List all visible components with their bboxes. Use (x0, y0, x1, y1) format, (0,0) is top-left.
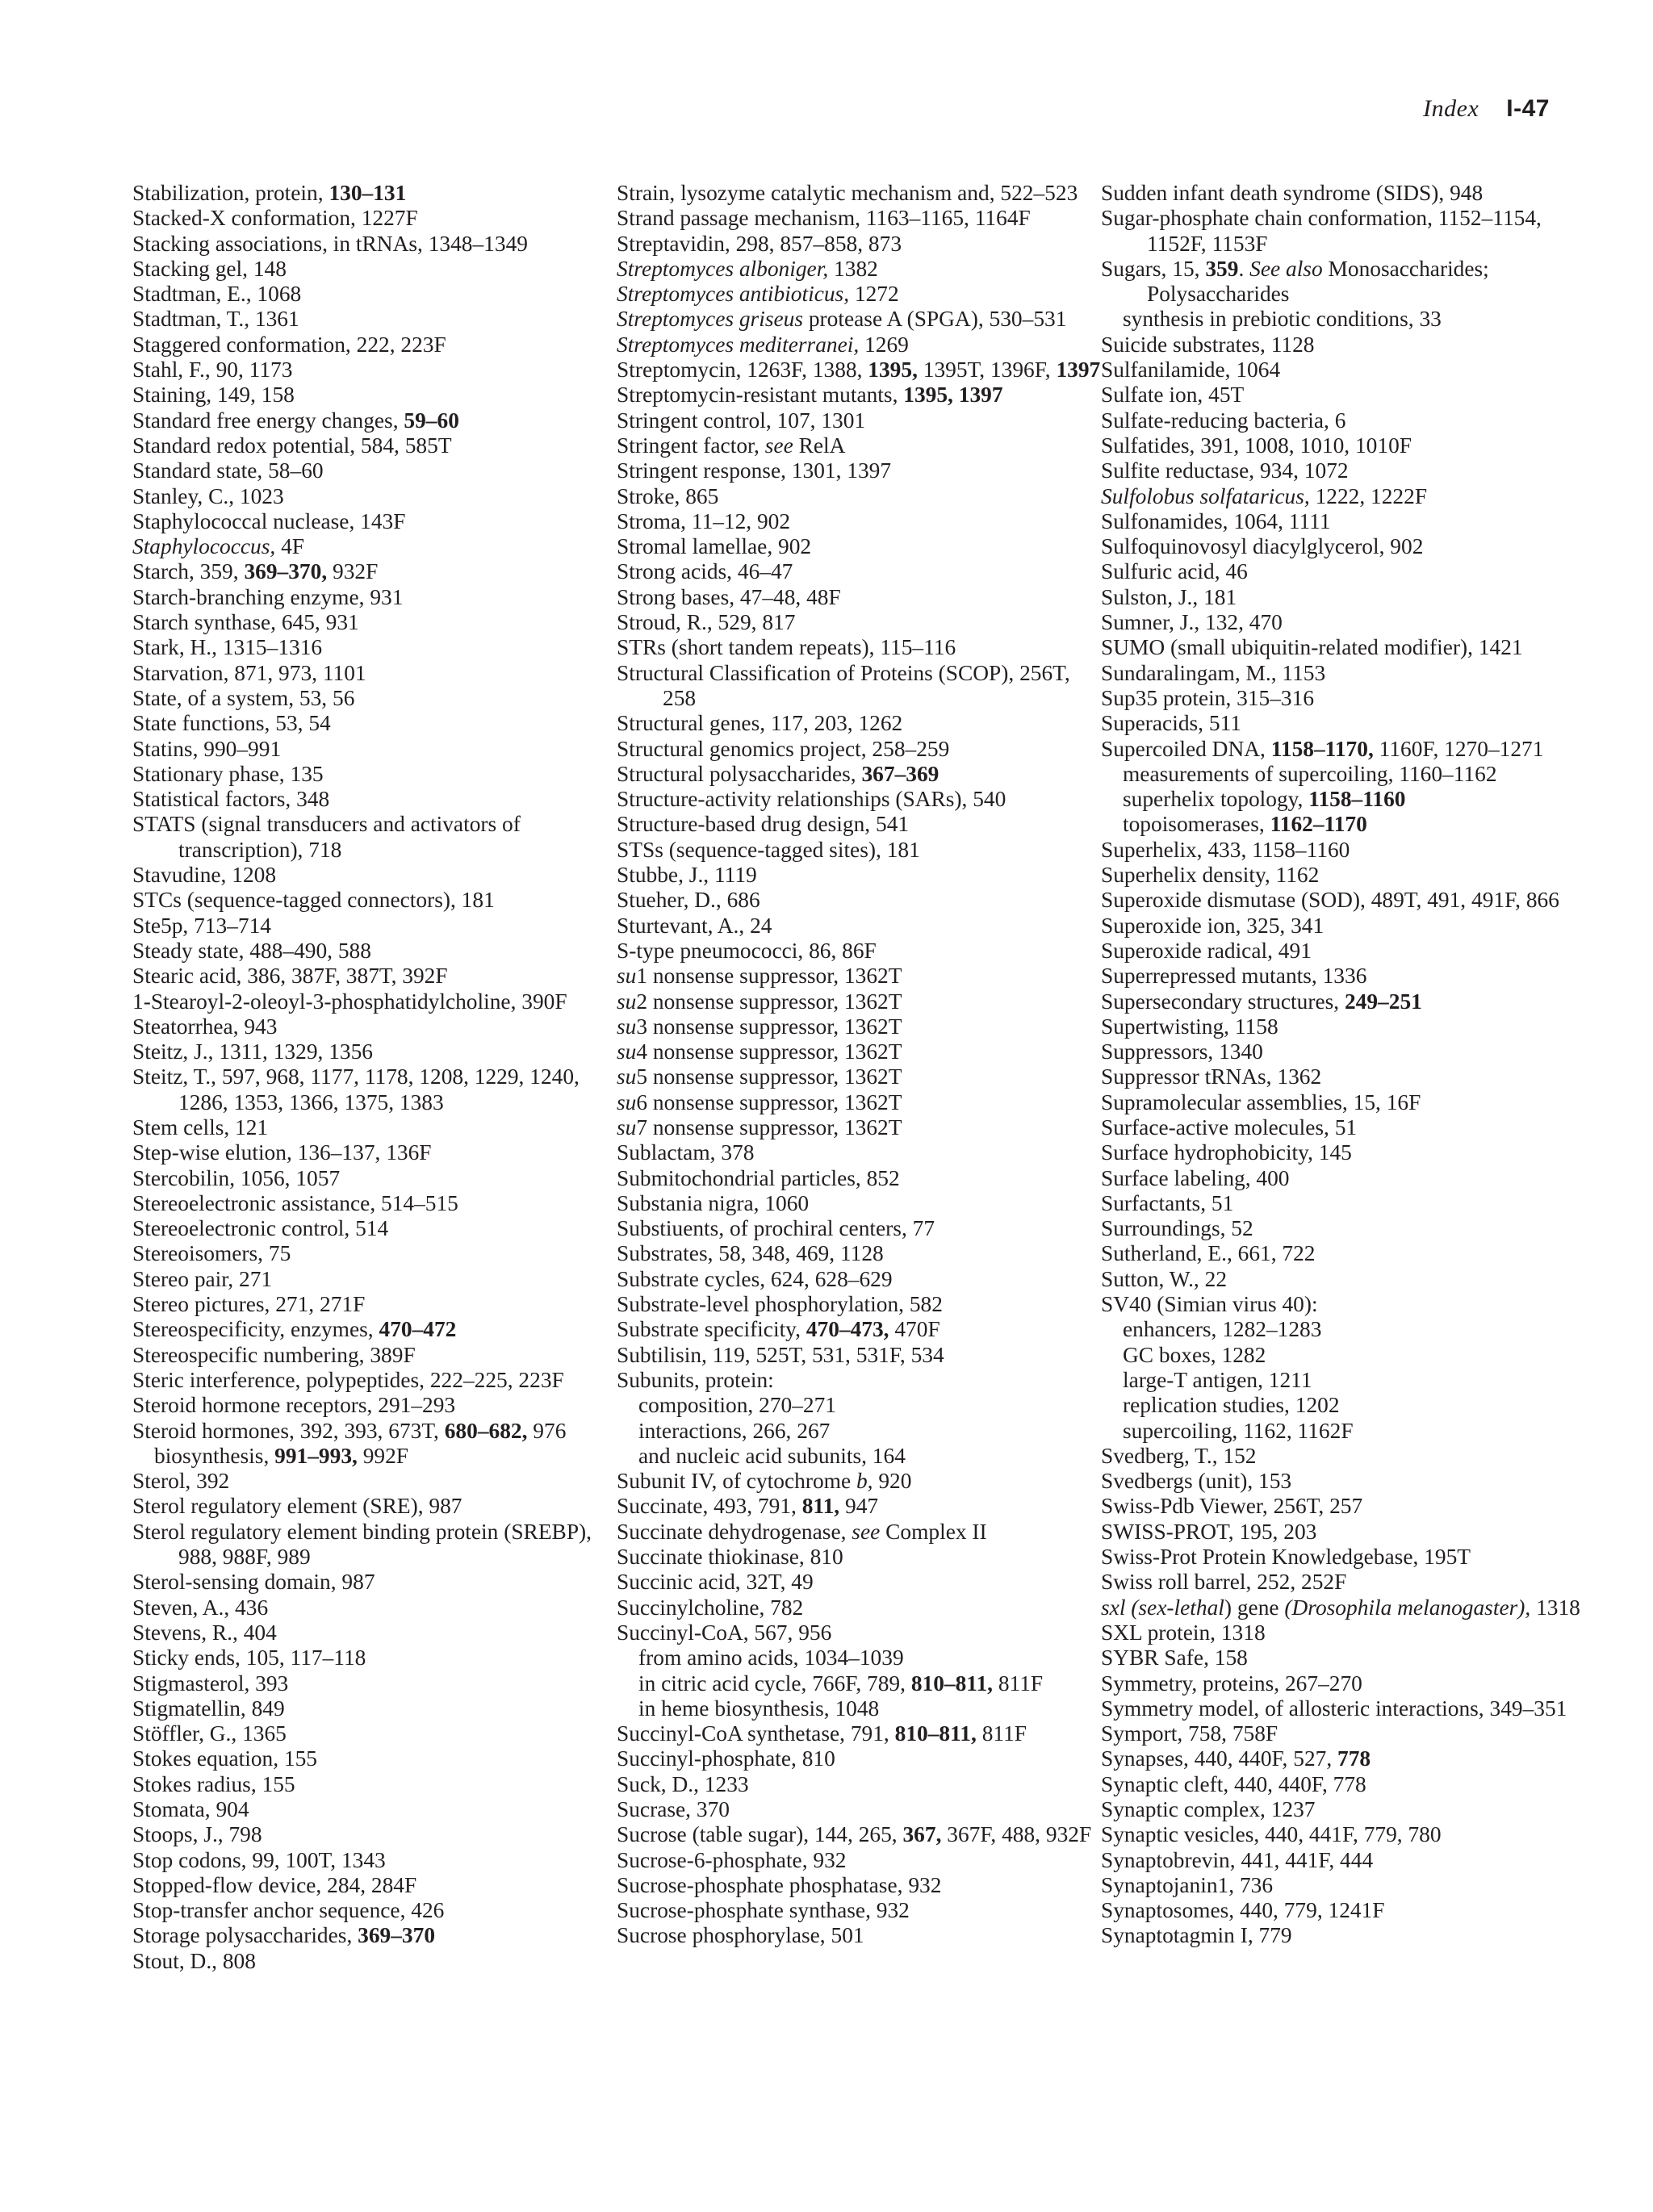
index-entry: Stavudine, 1208 (132, 863, 277, 888)
index-entry: Sup35 protein, 315–316 (1101, 685, 1315, 710)
index-entry: Stoops, J., 798 (132, 1822, 262, 1847)
index-entry: Sucrase, 370 (617, 1797, 730, 1821)
index-entry: SUMO (small ubiquitin-related modifier), 1421 (1101, 635, 1523, 660)
index-entry: Sturtevant, A., 24 (617, 913, 772, 938)
index-entry: Sucrose phosphorylase, 501 (617, 1923, 864, 1948)
index-subentry: in citric acid cycle, 766F, 789, 810–811, 811F (638, 1670, 1044, 1696)
index-subentry: and nucleic acid subunits, 164 (638, 1443, 906, 1468)
index-entry: Sulfate-reducing bacteria, 6 (1101, 408, 1346, 433)
index-entry: Sugars, 15, 359. See also Monosaccharides; Polysaccharides (1101, 256, 1489, 307)
index-entry: Steitz, J., 1311, 1329, 1356 (132, 1039, 373, 1064)
index-entry: Stereoelectronic assistance, 514–515 (132, 1190, 458, 1215)
index-entry: Stokes equation, 155 (132, 1746, 317, 1771)
index-entry: Sundaralingam, M., 1153 (1101, 660, 1326, 685)
index-entry: Symmetry model, of allosteric interactions, 349–351 (1101, 1696, 1567, 1721)
index-entry: Stationary phase, 135 (132, 761, 324, 786)
index-entry: Stringent factor, see RelA (617, 433, 846, 458)
index-entry: Sterol, 392 (132, 1469, 230, 1494)
index-entry: Stabilization, protein, 130–131 (132, 181, 407, 205)
index-entry: Sulfolobus solfataricus, 1222, 1222F (1101, 483, 1428, 508)
index-entry: sxl (sex-lethal) gene (Drosophila melanogaster), 1318 (1101, 1595, 1580, 1620)
index-entry: Stubbe, J., 1119 (617, 863, 757, 888)
index-entry: Swiss roll barrel, 252, 252F (1101, 1570, 1347, 1595)
index-entry: Sutherland, E., 661, 722 (1101, 1241, 1316, 1266)
index-entry: Stokes radius, 155 (132, 1771, 295, 1796)
index-entry: Subtilisin, 119, 525T, 531, 531F, 534 (617, 1342, 944, 1367)
index-subentry: interactions, 266, 267 (638, 1418, 831, 1443)
index-entry: Stöffler, G., 1365 (132, 1721, 287, 1746)
index-entry: Suppressors, 1340 (1101, 1039, 1263, 1064)
index-subentry: GC boxes, 1282 (1123, 1342, 1266, 1367)
index-entry: Stringent control, 107, 1301 (617, 408, 866, 433)
index-entry: Strand passage mechanism, 1163–1165, 1164F (617, 206, 1031, 231)
index-entry: Steroid hormones, 392, 393, 673T, 680–682, 976 (132, 1418, 567, 1443)
index-entry: Supercoiled DNA, 1158–1170, 1160F, 1270–1271 (1101, 736, 1544, 761)
index-entry: Streptomycin, 1263F, 1388, 1395, 1395T, 1396F, 1397 (617, 358, 1101, 383)
index-entry: Steitz, T., 597, 968, 1177, 1178, 1208, 1229, 1240, 1286, 1353, 1366, 1375, 1383 (132, 1064, 580, 1114)
index-entry: Synaptic vesicles, 440, 441F, 779, 780 (1101, 1822, 1442, 1847)
index-entry: Superrepressed mutants, 1336 (1101, 964, 1367, 989)
index-entry: SWISS-PROT, 195, 203 (1101, 1519, 1317, 1544)
index-entry: Stacked-X conformation, 1227F (132, 206, 418, 231)
index-entry: Strain, lysozyme catalytic mechanism and, 522–523 (617, 181, 1078, 205)
index-entry: Substrates, 58, 348, 469, 1128 (617, 1241, 884, 1266)
index-column-3 (1101, 181, 1585, 1949)
index-entry: Submitochondrial particles, 852 (617, 1165, 900, 1190)
index-entry: Sulfoquinovosyl diacylglycerol, 902 (1101, 534, 1424, 559)
index-subentry: enhancers, 1282–1283 (1123, 1317, 1322, 1342)
index-entry: STRs (short tandem repeats), 115–116 (617, 635, 956, 660)
index-entry: Stroud, R., 529, 817 (617, 610, 796, 635)
index-subentry: large-T antigen, 1211 (1123, 1367, 1312, 1392)
index-entry: Succinate dehydrogenase, see Complex II (617, 1519, 987, 1544)
index-entry: Streptomyces mediterranei, 1269 (617, 332, 909, 357)
index-entry: Structure-activity relationships (SARs), 540 (617, 787, 1006, 812)
index-entry: Storage polysaccharides, 369–370 (132, 1923, 436, 1948)
index-entry: Superacids, 511 (1101, 711, 1241, 736)
index-entry: Streptomyces griseus protease A (SPGA), 530–531 (617, 307, 1067, 332)
index-entry: Stopped-flow device, 284, 284F (132, 1872, 417, 1897)
index-entry: Subunit IV, of cytochrome b, 920 (617, 1469, 912, 1494)
index-entry: Starch, 359, 369–370, 932F (132, 559, 379, 584)
index-entry: Suppressor tRNAs, 1362 (1101, 1064, 1322, 1089)
index-entry: Synaptosomes, 440, 779, 1241F (1101, 1898, 1385, 1923)
index-entry: Structural Classification of Proteins (SCOP), 256T, 258 (617, 660, 1070, 710)
index-entry: Stromal lamellae, 902 (617, 534, 812, 559)
index-subentry: synthesis in prebiotic conditions, 33 (1123, 307, 1442, 332)
index-entry: Stereospecificity, enzymes, 470–472 (132, 1317, 457, 1342)
index-entry: Ste5p, 713–714 (132, 913, 271, 938)
index-subentry: biosynthesis, 991–993, 992F (154, 1443, 409, 1468)
index-entry: Succinate thiokinase, 810 (617, 1545, 843, 1570)
index-entry: STCs (sequence-tagged connectors), 181 (132, 888, 495, 913)
index-entry: Substrate cycles, 624, 628–629 (617, 1266, 893, 1291)
index-entry: Structure-based drug design, 541 (617, 812, 910, 837)
index-entry: Synaptojanin1, 736 (1101, 1872, 1274, 1897)
index-entry: Succinic acid, 32T, 49 (617, 1570, 814, 1595)
index-entry: Stereo pictures, 271, 271F (132, 1292, 366, 1317)
index-entry: Standard state, 58–60 (132, 458, 324, 483)
index-entry: Stearic acid, 386, 387F, 387T, 392F (132, 964, 448, 989)
index-entry: 1-Stearoyl-2-oleoyl-3-phosphatidylcholine, 390F (132, 989, 567, 1014)
index-entry: Succinyl-CoA synthetase, 791, 810–811, 811F (617, 1721, 1027, 1746)
index-entry: Substiuents, of prochiral centers, 77 (617, 1216, 935, 1241)
index-subentry: composition, 270–271 (638, 1393, 836, 1418)
index-entry: Streptavidin, 298, 857–858, 873 (617, 231, 902, 256)
index-entry: Succinylcholine, 782 (617, 1595, 804, 1620)
index-entry: Stomata, 904 (132, 1797, 249, 1821)
index-entry: Structural polysaccharides, 367–369 (617, 761, 939, 786)
index-entry: Suck, D., 1233 (617, 1771, 749, 1796)
index-column-1 (132, 181, 617, 1974)
index-entry: su6 nonsense suppressor, 1362T (617, 1089, 902, 1114)
index-subentry: superhelix topology, 1158–1160 (1123, 787, 1406, 812)
index-entry: Succinate, 493, 791, 811, 947 (617, 1494, 879, 1519)
index-entry: Sulfanilamide, 1064 (1101, 358, 1281, 383)
index-entry: Succinyl-phosphate, 810 (617, 1746, 835, 1771)
index-entry: State functions, 53, 54 (132, 711, 331, 736)
index-entry: Steady state, 488–490, 588 (132, 938, 371, 963)
index-entry: Stop-transfer anchor sequence, 426 (132, 1898, 445, 1923)
index-column-2 (617, 181, 1101, 1949)
index-entry: Supramolecular assemblies, 15, 16F (1101, 1089, 1421, 1114)
index-entry: Svedberg, T., 152 (1101, 1443, 1257, 1468)
index-entry: Stroke, 865 (617, 483, 719, 508)
index-entry: STATS (signal transducers and activators of transcription), 718 (132, 812, 521, 862)
index-entry: Sticky ends, 105, 117–118 (132, 1645, 366, 1670)
index-entry: Superhelix, 433, 1158–1160 (1101, 837, 1350, 862)
index-subentry: topoisomerases, 1162–1170 (1123, 812, 1367, 837)
index-entry: Sugar-phosphate chain conformation, 1152–1154, 1152F, 1153F (1101, 206, 1542, 256)
index-entry: Steatorrhea, 943 (132, 1014, 278, 1039)
index-entry: SV40 (Simian virus 40): (1101, 1292, 1318, 1317)
index-entry: Superoxide dismutase (SOD), 489T, 491, 491F, 866 (1101, 888, 1559, 913)
index-entry: Staphylococcal nuclease, 143F (132, 508, 406, 533)
index-entry: su2 nonsense suppressor, 1362T (617, 989, 902, 1014)
index-entry: Sublactam, 378 (617, 1140, 755, 1165)
index-entry: Starch-branching enzyme, 931 (132, 584, 404, 609)
index-entry: Sterol regulatory element (SRE), 987 (132, 1494, 462, 1519)
index-entry: State, of a system, 53, 56 (132, 685, 355, 710)
index-entry: Starch synthase, 645, 931 (132, 610, 359, 635)
index-entry: Stereoisomers, 75 (132, 1241, 291, 1266)
index-entry: Steven, A., 436 (132, 1595, 269, 1620)
running-header (1423, 95, 1550, 123)
index-entry: Structural genomics project, 258–259 (617, 736, 950, 761)
index-entry: Stacking associations, in tRNAs, 1348–1349 (132, 231, 528, 256)
index-entry: Sulfatides, 391, 1008, 1010, 1010F (1101, 433, 1412, 458)
index-entry: Sudden infant death syndrome (SIDS), 948 (1101, 181, 1484, 205)
index-entry: Stigmasterol, 393 (132, 1670, 289, 1696)
index-entry: Substrate-level phosphorylation, 582 (617, 1292, 943, 1317)
index-entry: su4 nonsense suppressor, 1362T (617, 1039, 902, 1064)
index-entry: Stem cells, 121 (132, 1114, 269, 1139)
index-entry: su1 nonsense suppressor, 1362T (617, 964, 902, 989)
index-entry: Sulfite reductase, 934, 1072 (1101, 458, 1349, 483)
index-entry: Stueher, D., 686 (617, 888, 760, 913)
index-entry: Stereoelectronic control, 514 (132, 1216, 389, 1241)
index-entry: Svedbergs (unit), 153 (1101, 1469, 1292, 1494)
index-entry: Strong bases, 47–48, 48F (617, 584, 841, 609)
index-entry: Symport, 758, 758F (1101, 1721, 1278, 1746)
index-entry: Staphylococcus, 4F (132, 534, 305, 559)
index-entry: Statins, 990–991 (132, 736, 282, 761)
index-entry: Synaptic complex, 1237 (1101, 1797, 1316, 1821)
index-entry: Swiss-Pdb Viewer, 256T, 257 (1101, 1494, 1363, 1519)
index-entry: Succinyl-CoA, 567, 956 (617, 1620, 832, 1645)
index-entry: Surface labeling, 400 (1101, 1165, 1290, 1190)
index-entry: Symmetry, proteins, 267–270 (1101, 1670, 1362, 1696)
index-entry: Stevens, R., 404 (132, 1620, 277, 1645)
index-subentry: supercoiling, 1162, 1162F (1123, 1418, 1354, 1443)
index-entry: SXL protein, 1318 (1101, 1620, 1266, 1645)
header-label: Index (1423, 95, 1479, 122)
index-entry: Staining, 149, 158 (132, 383, 295, 408)
index-entry: Steric interference, polypeptides, 222–225, 223F (132, 1367, 564, 1392)
index-entry: S-type pneumococci, 86, 86F (617, 938, 877, 963)
index-entry: Sulston, J., 181 (1101, 584, 1237, 609)
index-entry: Sumner, J., 132, 470 (1101, 610, 1283, 635)
index-entry: Sutton, W., 22 (1101, 1266, 1228, 1291)
index-entry: Superoxide ion, 325, 341 (1101, 913, 1324, 938)
index-entry: Staggered conformation, 222, 223F (132, 332, 446, 357)
index-entry: Suicide substrates, 1128 (1101, 332, 1315, 357)
index-entry: Sulfate ion, 45T (1101, 383, 1245, 408)
index-entry: Stadtman, T., 1361 (132, 307, 299, 332)
index-entry: Sucrose-6-phosphate, 932 (617, 1847, 847, 1872)
index-entry: Sterol regulatory element binding protein (SREBP), 988, 988F, 989 (132, 1519, 592, 1570)
index-entry: su3 nonsense suppressor, 1362T (617, 1014, 902, 1039)
index-entry: Surface hydrophobicity, 145 (1101, 1140, 1352, 1165)
index-entry: Step-wise elution, 136–137, 136F (132, 1140, 432, 1165)
index-entry: Surface-active molecules, 51 (1101, 1114, 1358, 1139)
index-entry: Sucrose-phosphate phosphatase, 932 (617, 1872, 942, 1897)
index-entry: Synaptobrevin, 441, 441F, 444 (1101, 1847, 1374, 1872)
index-subentry: measurements of supercoiling, 1160–1162 (1123, 761, 1497, 786)
index-entry: Standard redox potential, 584, 585T (132, 433, 452, 458)
index-entry: Stringent response, 1301, 1397 (617, 458, 892, 483)
index-entry: Stadtman, E., 1068 (132, 282, 302, 307)
index-entry: Surfactants, 51 (1101, 1190, 1234, 1215)
index-entry: su7 nonsense suppressor, 1362T (617, 1114, 902, 1139)
page-number: I-47 (1506, 95, 1550, 122)
index-entry: Sucrose-phosphate synthase, 932 (617, 1898, 910, 1923)
index-entry: Stout, D., 808 (132, 1948, 256, 1973)
index-entry: Superoxide radical, 491 (1101, 938, 1312, 963)
index-entry: Sulfuric acid, 46 (1101, 559, 1248, 584)
index-entry: Stark, H., 1315–1316 (132, 635, 323, 660)
index-entry: su5 nonsense suppressor, 1362T (617, 1064, 902, 1089)
index-entry: Starvation, 871, 973, 1101 (132, 660, 366, 685)
index-entry: Stop codons, 99, 100T, 1343 (132, 1847, 386, 1872)
index-entry: Streptomyces antibioticus, 1272 (617, 282, 899, 307)
index-entry: Structural genes, 117, 203, 1262 (617, 711, 903, 736)
index-entry: Stigmatellin, 849 (132, 1696, 285, 1721)
index-entry: Synaptic cleft, 440, 440F, 778 (1101, 1771, 1366, 1796)
index-entry: STSs (sequence-tagged sites), 181 (617, 837, 920, 862)
index-entry: Streptomyces alboniger, 1382 (617, 256, 878, 281)
index-entry: Stroma, 11–12, 902 (617, 508, 791, 533)
index-entry: Swiss-Prot Protein Knowledgebase, 195T (1101, 1545, 1471, 1570)
index-entry: Stahl, F., 90, 1173 (132, 358, 293, 383)
index-entry: SYBR Safe, 158 (1101, 1645, 1248, 1670)
index-entry: Sterol-sensing domain, 987 (132, 1570, 375, 1595)
index-entry: Steroid hormone receptors, 291–293 (132, 1393, 456, 1418)
index-entry: Subunits, protein: (617, 1367, 774, 1392)
index-entry: Synaptotagmin I, 779 (1101, 1923, 1292, 1948)
index-subentry: in heme biosynthesis, 1048 (638, 1696, 880, 1721)
index-entry: Strong acids, 46–47 (617, 559, 793, 584)
index-entry: Stereospecific numbering, 389F (132, 1342, 416, 1367)
index-entry: Standard free energy changes, 59–60 (132, 408, 459, 433)
index-entry: Stacking gel, 148 (132, 256, 287, 281)
index-entry: Statistical factors, 348 (132, 787, 330, 812)
index-entry: Substania nigra, 1060 (617, 1190, 810, 1215)
index-entry: Sucrose (table sugar), 144, 265, 367, 367F, 488, 932F (617, 1822, 1092, 1847)
index-entry: Surroundings, 52 (1101, 1216, 1253, 1241)
index-entry: Synapses, 440, 440F, 527, 778 (1101, 1746, 1371, 1771)
index-entry: Superhelix density, 1162 (1101, 863, 1320, 888)
index-subentry: from amino acids, 1034–1039 (638, 1645, 904, 1670)
index-entry: Sulfonamides, 1064, 1111 (1101, 508, 1331, 533)
index-entry: Supersecondary structures, 249–251 (1101, 989, 1422, 1014)
index-entry: Substrate specificity, 470–473, 470F (617, 1317, 940, 1342)
index-entry: Stercobilin, 1056, 1057 (132, 1165, 341, 1190)
index-entry: Stereo pair, 271 (132, 1266, 273, 1291)
index-subentry: replication studies, 1202 (1123, 1393, 1340, 1418)
index-entry: Supertwisting, 1158 (1101, 1014, 1278, 1039)
index-entry: Stanley, C., 1023 (132, 483, 284, 508)
index-entry: Streptomycin-resistant mutants, 1395, 1397 (617, 383, 1003, 408)
